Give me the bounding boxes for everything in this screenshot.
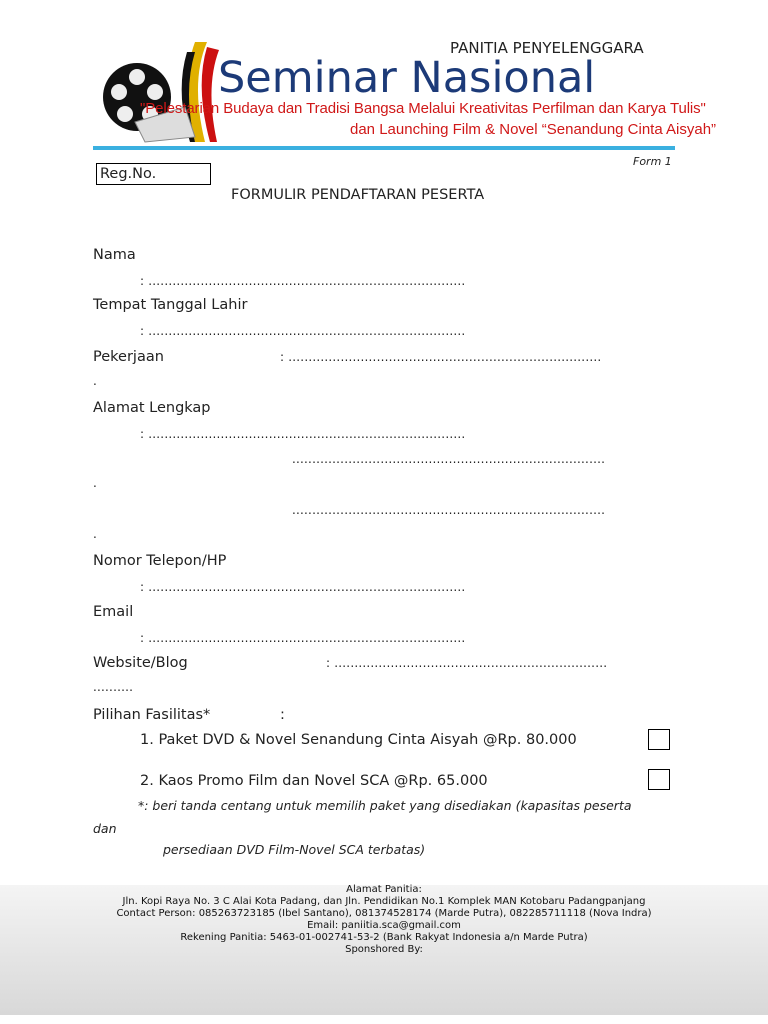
form-title: FORMULIR PENDAFTARAN PESERTA: [231, 187, 485, 203]
period: .: [93, 476, 98, 490]
label-alamat: Alamat Lengkap: [93, 400, 211, 416]
footer-address: Jln. Kopi Raya No. 3 C Alai Kota Padang, dan Jln. Pendidikan No.1 Komplek MAN Kotobaru Padangpanjang: [122, 896, 646, 907]
footer-contact: Contact Person: 085263723185 (Ibel Santano), 081374528174 (Marde Putra), 082285711118 (Nova Indra): [116, 908, 652, 919]
input-alamat-2[interactable]: ..............................................................................: [292, 452, 606, 466]
footer-account: Rekening Panitia: 5463-01-002741-53-2 (Bank Rakyat Indonesia a/n Marde Putra): [180, 932, 588, 943]
option-1: 1. Paket DVD & Novel Senandung Cinta Aisyah @Rp. 80.000: [140, 732, 577, 748]
seminar-theme: "Pelestarian Budaya dan Tradisi Bangsa Melalui Kreativitas Perfilman dan Karya Tulis": [140, 100, 706, 117]
input-pekerjaan[interactable]: : ..............................................................................: [280, 350, 602, 364]
note-line-2: persediaan DVD Film-Novel SCA terbatas): [163, 842, 426, 857]
note-dan: dan: [93, 821, 117, 836]
form-number: Form 1: [633, 155, 672, 168]
input-website[interactable]: : ....................................................................: [326, 656, 608, 670]
option-2-checkbox[interactable]: [648, 769, 670, 790]
seminar-logo: [95, 42, 235, 147]
label-pekerjaan: Pekerjaan: [93, 349, 164, 365]
input-alamat-3[interactable]: ..............................................................................: [292, 503, 606, 517]
label-website: Website/Blog: [93, 655, 188, 671]
footer-sponsor: Sponshored By:: [345, 944, 423, 955]
label-nama: Nama: [93, 247, 136, 263]
seminar-subtitle: dan Launching Film & Novel “Senandung Cinta Aisyah”: [350, 121, 717, 138]
trail-dots: ..........: [93, 680, 134, 694]
reg-no-box[interactable]: Reg.No.: [96, 163, 211, 185]
note-line-1: *: beri tanda centang untuk memilih paket yang disediakan (kapasitas peserta: [138, 798, 632, 813]
colon: :: [280, 707, 285, 723]
footer-address-label: Alamat Panitia:: [346, 884, 422, 895]
label-fasilitas: Pilihan Fasilitas*: [93, 707, 211, 723]
period: .: [93, 527, 98, 541]
header-divider: [93, 146, 675, 150]
footer-email: Email: paniitia.sca@gmail.com: [307, 920, 461, 931]
input-nama[interactable]: : ...............................................................................: [140, 274, 466, 288]
label-ttl: Tempat Tanggal Lahir: [93, 297, 248, 313]
label-telp: Nomor Telepon/HP: [93, 553, 227, 569]
input-alamat-1[interactable]: : ...............................................................................: [140, 427, 466, 441]
input-email[interactable]: : ...............................................................................: [140, 631, 466, 645]
input-telp[interactable]: : ...............................................................................: [140, 580, 466, 594]
seminar-title: Seminar Nasional: [218, 53, 596, 103]
label-email: Email: [93, 604, 134, 620]
organizer-label: PANITIA PENYELENGGARA: [450, 39, 644, 57]
option-2: 2. Kaos Promo Film dan Novel SCA @Rp. 65.000: [140, 773, 488, 789]
period: .: [93, 374, 98, 388]
input-ttl[interactable]: : ...............................................................................: [140, 324, 466, 338]
option-1-checkbox[interactable]: [648, 729, 670, 750]
